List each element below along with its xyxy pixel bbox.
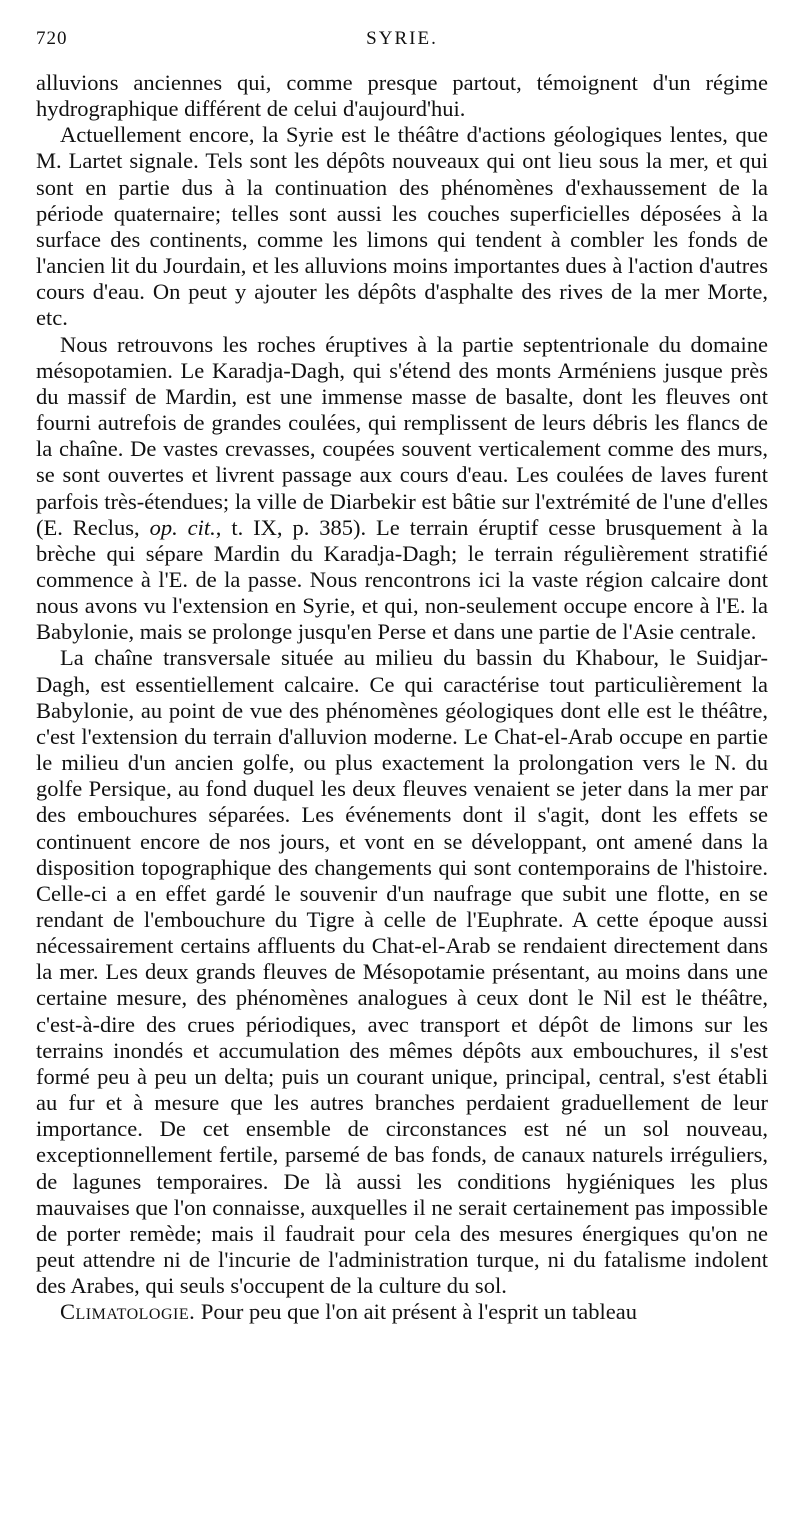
running-title: SYRIE. <box>366 28 438 49</box>
running-header <box>36 28 768 62</box>
paragraph-text: Pour peu que l'on ait présent à l'esprit un tableau <box>195 1299 638 1325</box>
book-page <box>36 28 768 1326</box>
paragraph-text: Nous retrouvons les roches éruptives à la partie septentrionale du domaine mésopotamien. Le Karadja-Dagh, qui s'étend des monts Arméniens jusque près du massif de Mardin, est une immense masse de basalte, dont les fleuves ont fourni autrefois de grandes coulées, qui remplissent de leurs débris les flancs de la chaîne. De vastes crevasses, coupées souvent verticalement comme des murs, se sont ouvertes et livrent passage aux cours d'eau. Les coulées de laves furent parfois très-étendues; la ville de Diarbekir est bâtie sur l'extrémité de l'une d'elles (E. Reclus, <box>36 331 768 540</box>
page-number: 720 <box>36 28 68 49</box>
citation-op-cit: op. cit. <box>149 514 216 540</box>
paragraph-text: alluvions anciennes qui, comme presque partout, témoignent d'un régime hydrographique différent de celui d'aujourd'hui. <box>36 70 768 122</box>
paragraph-text: Actuellement encore, la Syrie est le théâtre d'actions géologiques lentes, que M. Lartet signale. Tels sont les dépôts nouveaux qui ont lieu sous la mer, et qui sont en partie dus à la continuation des phénomènes d'exhaussement de la période quaternaire; telles sont aussi les couches superficielles déposées à la surface des continents, comme les limons qui tendent à combler les fonds de l'ancien lit du Jourdain, et les alluvions moins importantes dues à l'action d'autres cours d'eau. On peut y ajouter les dépôts d'asphalte des rives de la mer Morte, etc. <box>36 122 768 331</box>
paragraph-chaine-transversale <box>36 645 768 1299</box>
paragraph-text: , t. IX, p. 385). Le terrain éruptif cesse brusquement à la brèche qui sépare Mardin du Karadja-Dagh; le terrain régulièrement stratifié commence à l'E. de la passe. Nous rencontrons ici la vaste région calcaire dont nous avons vu l'extension en Syrie, et qui, non-seulement occupe encore à l'E. la Babylonie, mais se prolonge jusqu'en Perse et dans une partie de l'Asie centrale. <box>36 514 768 645</box>
paragraph-actuellement <box>36 122 768 331</box>
paragraph-climatologie <box>36 1299 768 1325</box>
body-text <box>36 70 768 1326</box>
section-lead-in: Climatologie. <box>60 1299 196 1325</box>
paragraph-text: La chaîne transversale située au milieu du bassin du Khabour, le Suidjar-Dagh, est essentiellement calcaire. Ce qui caractérise tout particulièrement la Babylonie, au point de vue des phénomènes géologiques dont elle est le théâtre, c'est l'extension du terrain d'alluvion moderne. Le Chat-el-Arab occupe en partie le milieu d'un ancien golfe, ou plus exactement la prolongation vers le N. du golfe Persique, au fond duquel les deux fleuves venaient se jeter dans la mer par des embouchures séparées. Les événements dont il s'agit, dont les effets se continuent encore de nos jours, et vont en se développant, ont amené dans la disposition topographique des changements qui sont contemporains de l'histoire. Celle-ci a en effet gardé le souvenir d'un naufrage que subit une flotte, en se rendant de l'embouchure du Tigre à celle de l'Euphrate. A cette époque aussi nécessairement certains affluents du Chat-el-Arab se rendaient directement dans la mer. Les deux grands fleuves de Mésopotamie présentant, au moins dans une certaine mesure, des phénomènes analogues à ceux dont le Nil est le théâtre, c'est-à-dire des crues périodiques, avec transport et dépôt de limons sur les terrains inondés et accumulation des mêmes dépôts aux embouchures, il s'est formé peu à peu un delta; puis un courant unique, principal, central, s'est établi au fur et à mesure que les autres branches perdaient graduellement de leur importance. De cet ensemble de circonstances est né un sol nouveau, exceptionnellement fertile, parsemé de bas fonds, de canaux naturels irréguliers, de lagunes temporaires. De là aussi les conditions hygiéniques les plus mauvaises que l'on connaisse, auxquelles il ne serait certainement pas impossible de porter remède; mais il faudrait pour cela des mesures énergiques qu'on ne peut attendre ni de l'incurie de l'administration turque, ni du fatalisme indolent des Arabes, qui seuls s'occupent de la culture du sol. <box>36 645 768 1299</box>
paragraph-roches-eruptives <box>36 332 768 646</box>
paragraph-alluvions <box>36 70 768 122</box>
